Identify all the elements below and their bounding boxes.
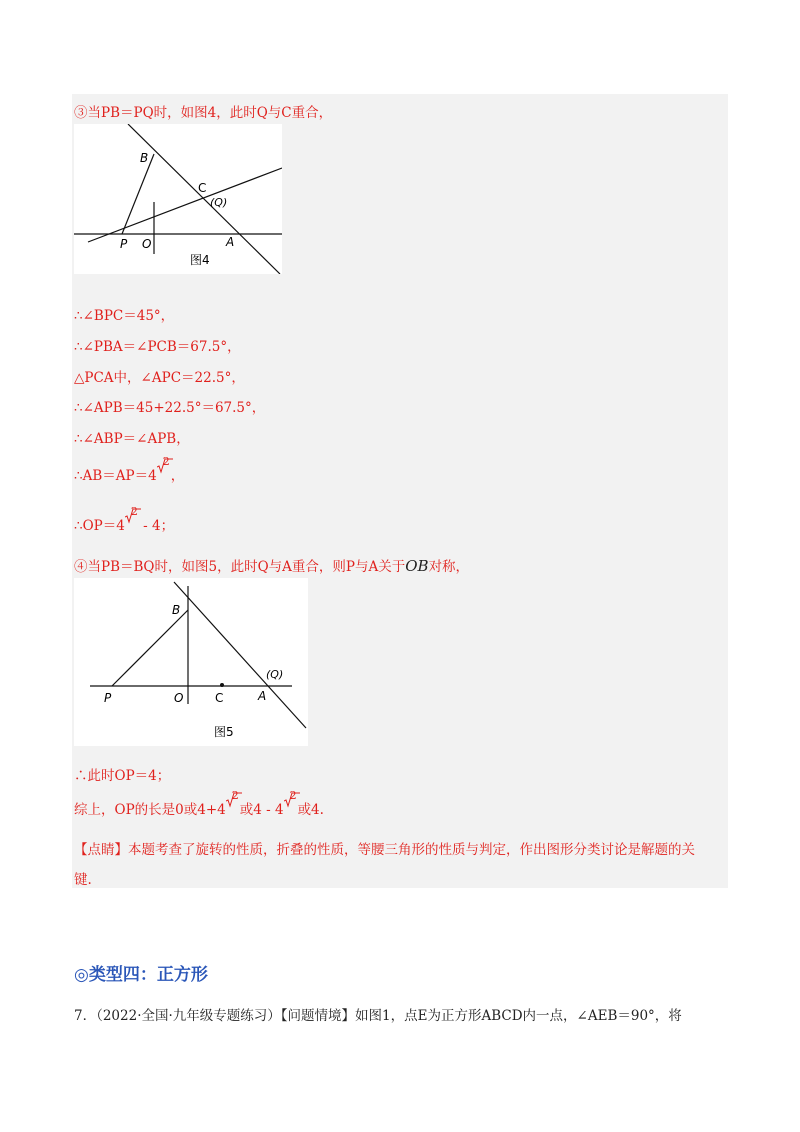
fig5-label-b: B [172,603,181,617]
sqrt-symbol: 2 [125,512,139,524]
op-now: ∴此时OP＝4； [74,768,171,784]
comment-line-1: 【点睛】本题考查了旋转的性质，折叠的性质，等腰三角形的性质与判定，作出图形分类讨论是解题的关 [74,842,695,858]
fig5-label-p: P [104,691,112,705]
figure-5 [74,578,308,746]
fig5-label-a: A [258,689,267,703]
fig4-label-p: P [120,237,128,251]
case3-text: ③当PB＝PQ时，如图4，此时Q与C重合， [74,105,333,121]
step-3: △PCA中，∠APC＝22.5°， [74,370,245,386]
sqrt-symbol: 2 [226,796,240,808]
problem-7-text: 7．（2022·全国·九年级专题练习）【问题情境】如图1，点E为正方形ABCD内一点，∠AEB＝90°，将 [74,1008,682,1024]
comment-line-2: 键. [74,872,92,888]
fig4-label-o: O [142,237,152,251]
figure-4 [74,124,282,274]
summary: 综上，OP的长是0或4+4 2 或4 - 4 2 或4. [74,789,324,818]
step-op: ∴OP＝4 2 - 4； [74,505,175,534]
fig5-caption: 图5 [214,725,234,739]
fig5-label-q: (Q) [266,668,284,681]
section-heading: ◎类型四：正方形 [74,965,208,985]
sqrt-symbol: 2 [284,796,298,808]
fig4-label-c: C [198,181,207,195]
step-5: ∴∠ABP＝∠APB， [74,431,190,447]
fig5-label-o: O [174,691,184,705]
step-2: ∴∠PBA＝∠PCB＝67.5°， [74,339,241,355]
step-4: ∴∠APB＝45+22.5°＝67.5°， [74,400,266,416]
fig4-label-b: B [140,151,149,165]
case4-text: ④当PB＝BQ时，如图5，此时Q与A重合，则P与A关于OB对称， [74,557,470,575]
fig4-label-q: (Q) [210,196,228,209]
fig4-label-a: A [226,235,235,249]
step-ab: ∴AB＝AP＝4 2 ， [74,455,185,484]
fig4-caption: 图4 [190,253,210,267]
sqrt-symbol: 2 [157,462,171,474]
fig5-label-c: C [215,691,224,705]
step-1: ∴∠BPC＝45°， [74,308,175,324]
